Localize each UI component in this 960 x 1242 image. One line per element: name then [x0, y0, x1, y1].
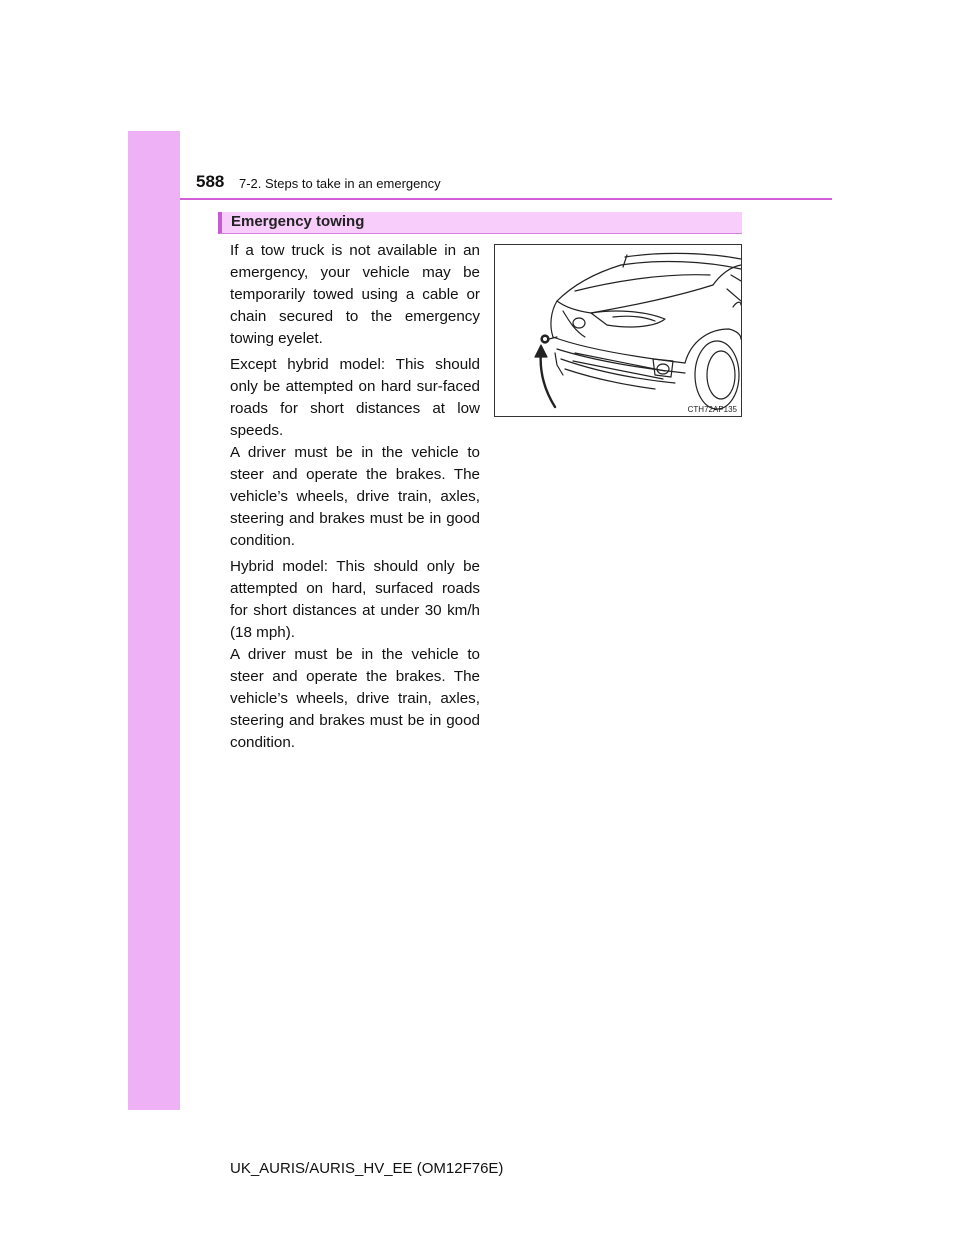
- paragraph: If a tow truck is not available in an emergency, your vehicle may be temporarily towed using a cable or chain secured to the emergency towing eyelet.: [230, 242, 480, 347]
- towing-eyelet-figure: [494, 244, 742, 417]
- section-heading: [218, 212, 742, 234]
- paragraph: Except hybrid model: This should only be attempted on hard sur-faced roads for short distances at low speeds.: [230, 356, 480, 439]
- paragraph: A driver must be in the vehicle to steer and operate the brakes. The vehicle’s wheels, drive train, axles, steering and brakes must be in good condition.: [230, 444, 480, 549]
- chapter-tab-bar: [128, 131, 180, 1110]
- footer-model-code: UK_AURIS/AURIS_HV_EE (OM12F76E): [230, 1160, 504, 1177]
- page-number: 588: [196, 172, 225, 191]
- body-text: [230, 240, 480, 758]
- header-divider: [180, 198, 832, 200]
- running-header: 7-2. Steps to take in an emergency: [239, 176, 441, 191]
- towing-eyelet-icon: [541, 335, 557, 343]
- paragraph: Hybrid model: This should only be attempted on hard, surfaced roads for short distances at under 30 km/h (18 mph).: [230, 558, 480, 641]
- car-front-illustration: [495, 245, 741, 416]
- paragraph: A driver must be in the vehicle to steer and operate the brakes. The vehicle’s wheels, drive train, axles, steering and brakes must be in good condition.: [230, 646, 480, 751]
- section-title: Emergency towing: [231, 213, 365, 230]
- pointer-arrow-icon: [535, 345, 555, 407]
- figure-code: CTH72AP135: [687, 405, 737, 414]
